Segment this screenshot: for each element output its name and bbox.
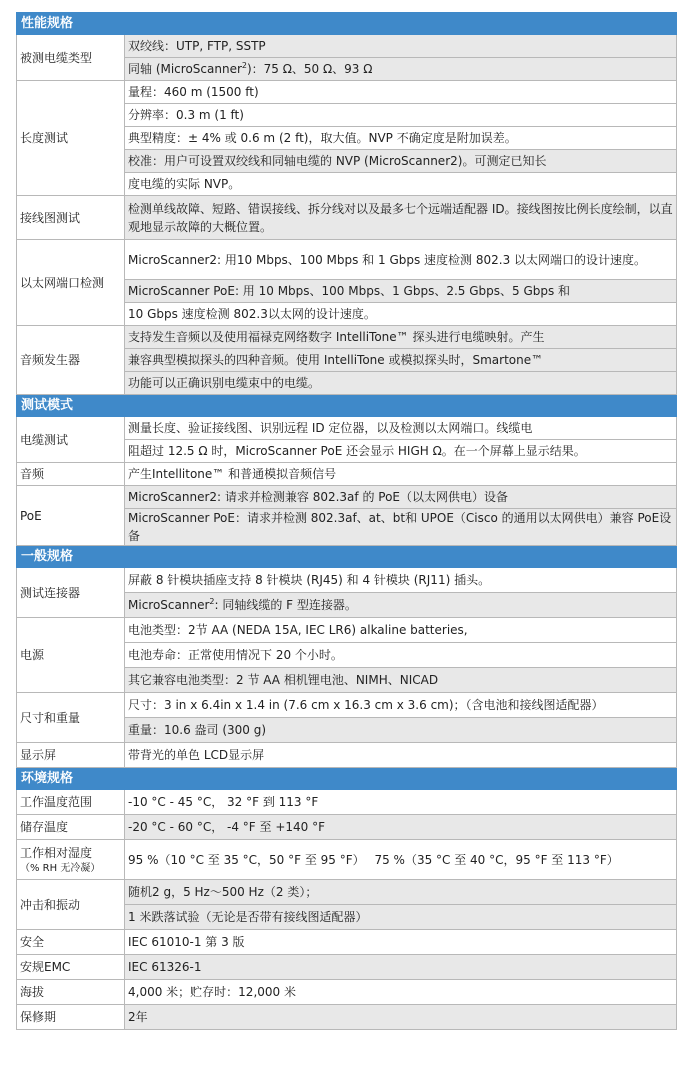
table-row (17, 930, 677, 955)
section-header-performance (17, 13, 677, 35)
humidity-label-line2: （% RH 无冷凝） (20, 862, 101, 874)
table-row (17, 1005, 677, 1030)
cell-value: 2年 (125, 1005, 677, 1030)
row-label-poe: PoE (17, 486, 125, 546)
cell-value: MicroScanner$^2$: 同轴线缆的 F 型连接器。 (125, 593, 677, 618)
cell-value: 重量：10.6 盎司 (300 g) (125, 718, 677, 743)
spec-table (16, 12, 677, 1030)
cell-value: 量程：460 m (1500 ft) (125, 81, 677, 104)
humidity-label-line1: 工作相对湿度 (20, 845, 93, 860)
table-row (17, 693, 677, 718)
table-row (17, 81, 677, 104)
cell-value: 产生Intellitone™ 和普通模拟音频信号 (125, 463, 677, 486)
row-label-warranty: 保修期 (17, 1005, 125, 1030)
table-row (17, 240, 677, 280)
row-label-storage-temp: 储存温度 (17, 815, 125, 840)
row-label-display: 显示屏 (17, 743, 125, 768)
row-label-operating-temp: 工作温度范围 (17, 790, 125, 815)
row-label-wiremap: 接线图测试 (17, 196, 125, 240)
row-label-cable-type: 被测电缆类型 (17, 35, 125, 81)
cell-value: 典型精度：± 4% 或 0.6 m (2 ft)，取大值。NVP 不确定度是附加误差。 (125, 127, 677, 150)
cell-value: 其它兼容电池类型：2 节 AA 相机锂电池、NIMH、NICAD (125, 668, 677, 693)
cell-value: 电池类型：2节 AA (NEDA 15A, IEC LR6) alkaline batteries, (125, 618, 677, 643)
section-title: 测试模式 (17, 395, 677, 417)
cell-value: 校准：用户可设置双绞线和同轴电缆的 NVP (MicroScanner2)。可测定已知长 (125, 150, 677, 173)
row-label-length: 长度测试 (17, 81, 125, 196)
cell-value: 检测单线故障、短路、错误接线、拆分线对以及最多七个远端适配器 ID。接线图按比例长度绘制，以直观地显示故障的大概位置。 (125, 196, 677, 240)
cell-value: MicroScanner PoE: 用 10 Mbps、100 Mbps、1 Gbps、2.5 Gbps、5 Gbps 和 (125, 280, 677, 303)
cell-value: 随机2 g，5 Hz～500 Hz（2 类）； (125, 880, 677, 905)
cell-value: -20 °C - 60 °C， -4 °F 至 +140 °F (125, 815, 677, 840)
row-label-shock-vibration: 冲击和振动 (17, 880, 125, 930)
cell-value: 分辨率：0.3 m (1 ft) (125, 104, 677, 127)
row-label-tone-generator: 音频发生器 (17, 326, 125, 395)
table-row (17, 815, 677, 840)
cell-value: MicroScanner PoE：请求并检测 802.3af、at、bt和 UPOE（Cisco 的通用以太网供电）兼容 PoE设备 (125, 509, 677, 546)
row-label-connectors: 测试连接器 (17, 568, 125, 618)
table-row (17, 743, 677, 768)
cell-value: 双绞线：UTP, FTP, SSTP (125, 35, 677, 58)
row-label-humidity (17, 840, 125, 880)
cell-value: 4,000 米；贮存时：12,000 米 (125, 980, 677, 1005)
table-row (17, 618, 677, 643)
cell-value: 1 米跌落试验（无论是否带有接线图适配器） (125, 905, 677, 930)
table-row (17, 840, 677, 880)
cell-value: 支持发生音频以及使用福禄克网络数字 IntelliTone™ 探头进行电缆映射。产生 (125, 326, 677, 349)
table-row (17, 955, 677, 980)
table-row (17, 790, 677, 815)
cell-value: -10 °C - 45 °C， 32 °F 到 113 °F (125, 790, 677, 815)
section-title: 一般规格 (17, 546, 677, 568)
cell-value: IEC 61010-1 第 3 版 (125, 930, 677, 955)
cell-value: 功能可以正确识别电缆束中的电缆。 (125, 372, 677, 395)
cell-value: 95 %（10 °C 至 35 °C，50 °F 至 95 °F） 75 %（35 °C 至 40 °C，95 °F 至 113 °F） (125, 840, 677, 880)
table-row (17, 196, 677, 240)
cell-value: 同轴 (MicroScanner$^2$)：75 Ω、50 Ω、93 Ω (125, 58, 677, 81)
cell-value: 阻超过 12.5 Ω 时，MicroScanner PoE 还会显示 HIGH Ω。在一个屏幕上显示结果。 (125, 440, 677, 463)
section-header-environment (17, 768, 677, 790)
table-row (17, 880, 677, 905)
cell-value: 尺寸：3 in x 6.4in x 1.4 in (7.6 cm x 16.3 cm x 3.6 cm)；（含电池和接线图适配器） (125, 693, 677, 718)
cell-value: 10 Gbps 速度检测 802.3以太网的设计速度。 (125, 303, 677, 326)
table-row (17, 417, 677, 440)
section-header-general (17, 546, 677, 568)
table-row (17, 326, 677, 349)
table-row (17, 35, 677, 58)
cell-value: 兼容典型模拟探头的四种音频。使用 IntelliTone 或模拟探头时，Smartone™ (125, 349, 677, 372)
row-label-size-weight: 尺寸和重量 (17, 693, 125, 743)
row-label-emc: 安规EMC (17, 955, 125, 980)
cell-value: 电池寿命：正常使用情况下 20 个小时。 (125, 643, 677, 668)
cell-value: MicroScanner2: 用10 Mbps、100 Mbps 和 1 Gbps 速度检测 802.3 以太网端口的设计速度。 (125, 240, 677, 280)
row-label-safety: 安全 (17, 930, 125, 955)
cell-value: 带背光的单色 LCD显示屏 (125, 743, 677, 768)
cell-value: 屏蔽 8 针模块插座支持 8 针模块 (RJ45) 和 4 针模块 (RJ11) 插头。 (125, 568, 677, 593)
table-row (17, 568, 677, 593)
row-label-altitude: 海拔 (17, 980, 125, 1005)
row-label-ethernet: 以太网端口检测 (17, 240, 125, 326)
table-row (17, 463, 677, 486)
row-label-cable-test: 电缆测试 (17, 417, 125, 463)
cell-value: 度电缆的实际 NVP。 (125, 173, 677, 196)
section-header-test-modes (17, 395, 677, 417)
row-label-power: 电源 (17, 618, 125, 693)
cell-value: 测量长度、验证接线图、识别远程 ID 定位器，以及检测以太网端口。线缆电 (125, 417, 677, 440)
section-title: 性能规格 (17, 13, 677, 35)
table-row (17, 486, 677, 509)
cell-value: MicroScanner2: 请求并检测兼容 802.3af 的 PoE（以太网供电）设备 (125, 486, 677, 509)
table-row (17, 980, 677, 1005)
cell-value: IEC 61326-1 (125, 955, 677, 980)
section-title: 环境规格 (17, 768, 677, 790)
row-label-tone: 音频 (17, 463, 125, 486)
